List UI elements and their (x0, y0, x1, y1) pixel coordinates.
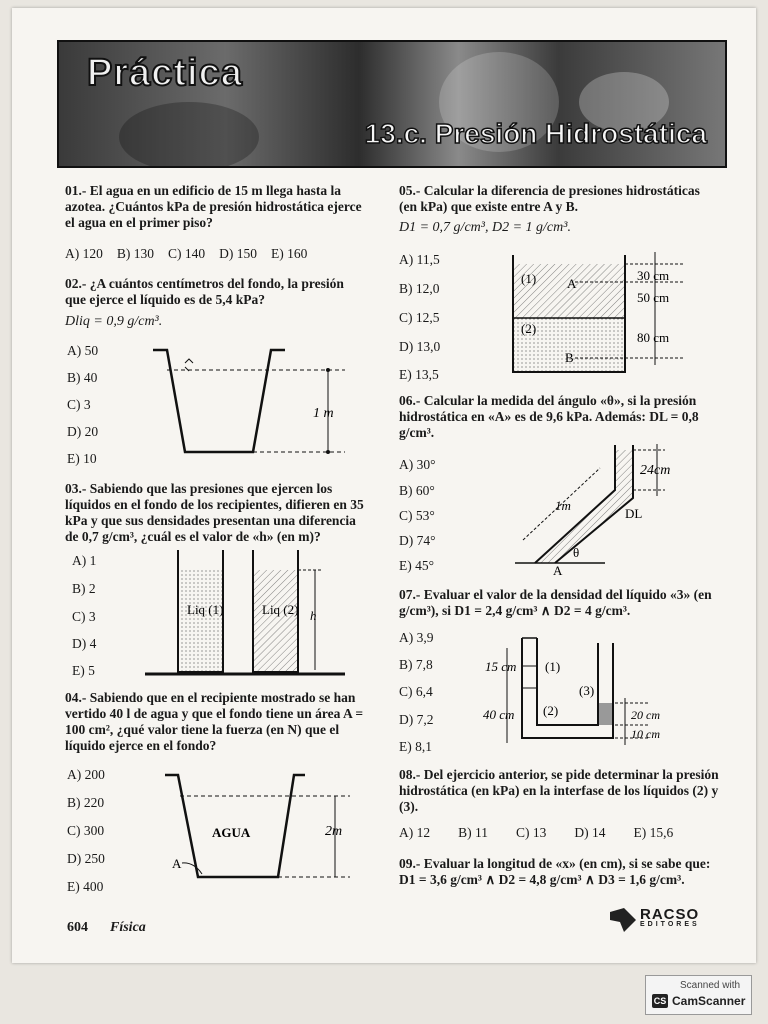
option-c: C) 13 (516, 825, 547, 840)
scanner-line2: CamScanner (672, 994, 746, 1008)
fig-06-theta: θ (573, 545, 580, 560)
option-c: C) 6,4 (399, 684, 433, 699)
option-e: E) 8,1 (399, 739, 432, 754)
options-08 (399, 825, 673, 841)
option-c: C) 3 (67, 397, 91, 412)
option-c: C) 12,5 (399, 310, 440, 325)
camscanner-icon: CS (653, 996, 667, 1006)
question-07: 07.- Evaluar el valor de la densidad del líquido «3» (en g/cm³), si D1 = 2,4 g/cm³ ∧ D2 = 4 g/cm³. (399, 587, 712, 618)
fig-04-height: 2m (325, 824, 343, 839)
fig-06-24cm: 24cm (640, 463, 671, 478)
fig-07-15cm: 15 cm (485, 659, 517, 674)
option-a: A) 11,5 (399, 252, 440, 267)
option-c: C) 53° (399, 508, 435, 523)
option-d: D) 13,0 (399, 339, 441, 354)
fig-06-1m: 1m (555, 498, 571, 513)
option-b: B) 7,8 (399, 657, 433, 672)
option-c: C) 3 (72, 609, 96, 624)
option-d: D) 4 (72, 636, 97, 651)
question-05: 05.- Calcular la diferencia de presiones hidrostáticas (en kPa) que existe entre A y B. (399, 183, 700, 214)
book-title: Física (110, 920, 146, 935)
option-e: E) 5 (72, 663, 95, 678)
fig-06-dl: DL (625, 506, 643, 521)
figure-04-container (160, 770, 360, 885)
option-b: B) 40 (67, 370, 98, 385)
fig-03-liq2: Liq (2) (262, 602, 299, 617)
fig-05-b: B (565, 350, 574, 365)
option-a: A) 50 (67, 343, 99, 358)
figure-07-container (475, 633, 695, 753)
fig-07-40cm: 40 cm (483, 707, 515, 722)
fig-05-liq1: (1) (521, 271, 537, 286)
option-a: A) 30° (399, 457, 436, 472)
camscanner-watermark (645, 975, 752, 1015)
fig-03-h: h (310, 608, 317, 623)
option-d: D) 7,2 (399, 712, 434, 727)
option-a: A) 3,9 (399, 630, 434, 645)
option-b: B) 130 (116, 246, 154, 261)
option-a: A) 200 (67, 767, 105, 782)
option-d: D) 150 (219, 246, 257, 261)
fig-07-20cm: 20 cm (631, 708, 660, 722)
racso-icon (610, 908, 636, 932)
brand-sub: EDITORES (640, 921, 700, 928)
figure-06-container (515, 440, 695, 575)
option-e: E) 45° (399, 558, 435, 573)
question-02: 02.- ¿A cuántos centímetros del fondo, la presión que ejerce el líquido es de 5,4 kPa? (65, 276, 344, 307)
fig-05-liq2: (2) (521, 321, 537, 336)
option-b: B) 11 (458, 825, 488, 840)
option-d: D) 14 (574, 825, 606, 840)
options-01 (65, 246, 307, 262)
option-e: E) 160 (271, 246, 308, 261)
question-01: 01.- El agua en un edificio de 15 m llega hasta la azotea. ¿Cuántos kPa de presión hidrostática ejerce el agua en el primer piso? (65, 183, 362, 230)
option-e: E) 15,6 (633, 825, 674, 840)
banner-title: Práctica (87, 52, 243, 94)
question-09: 09.- Evaluar la longitud de «x» (en cm), si se sabe que: D1 = 3,6 g/cm³ ∧ D2 = 4,8 g/cm³ ∧ D3 = 1,6 g/cm³. (399, 856, 711, 887)
option-d: D) 74° (399, 533, 436, 548)
option-a: A) 120 (65, 246, 103, 261)
brand-name: RACSO (640, 906, 700, 923)
fig-05-30cm: 30 cm (637, 268, 670, 283)
data-05: D1 = 0,7 g/cm³, D2 = 1 g/cm³. (399, 220, 571, 235)
option-a: A) 12 (399, 825, 431, 840)
option-e: E) 400 (67, 879, 104, 894)
option-e: E) 13,5 (399, 367, 439, 382)
fig-05-80cm: 80 cm (637, 330, 670, 345)
header-banner (57, 40, 727, 168)
fig-07-liq2: (2) (543, 703, 559, 718)
option-a: A) 1 (72, 553, 97, 568)
question-03: 03.- Sabiendo que las presiones que ejercen los líquidos en el fondo de los recipientes, difieren en 35 kPa y que sus densidades presentan una diferencia de 0,7 g/cm³, ¿cuál es el valor de «h» (en m)? (65, 481, 364, 544)
option-e: E) 10 (67, 451, 97, 466)
question-06: 06.- Calcular la medida del ángulo «θ», si la presión hidrostática en «A» es de 9,6 kPa. Además: DL = 0,8 g/cm³. (399, 393, 699, 440)
option-b: B) 12,0 (399, 281, 440, 296)
question-04: 04.- Sabiendo que en el recipiente mostrado se han vertido 40 l de agua y que el fondo tiene un área A = 100 cm², ¿qué valor tiene la fuerza (en N) que el líquido ejerce en el fondo? (65, 690, 364, 753)
fig-07-liq1: (1) (545, 659, 561, 674)
option-b: B) 220 (67, 795, 105, 810)
option-b: B) 2 (72, 581, 96, 596)
fig-07-10cm: 10 cm (631, 727, 660, 741)
option-b: B) 60° (399, 483, 435, 498)
fig-07-liq3: (3) (579, 683, 595, 698)
scanner-line1: Scanned with (680, 980, 741, 991)
data-02: Dliq = 0,9 g/cm³. (65, 314, 163, 329)
fig-05-50cm: 50 cm (637, 290, 670, 305)
option-d: D) 250 (67, 851, 105, 866)
option-d: D) 20 (67, 424, 99, 439)
fig-04-water: AGUA (212, 825, 251, 840)
fig-04-a: A (172, 856, 182, 871)
figure-03-container (145, 550, 355, 680)
question-08: 08.- Del ejercicio anterior, se pide determinar la presión hidrostática (en kPa) en la interfase de los líquidos (2) y (3). (399, 767, 719, 814)
option-c: C) 300 (67, 823, 105, 838)
fig-02-height: 1 m (313, 406, 334, 421)
page-number: 604 (67, 920, 88, 935)
figure-02-container (145, 345, 365, 460)
fig-06-a: A (553, 563, 563, 575)
banner-subtitle: 13.c. Presión Hidrostática (364, 118, 707, 149)
figure-05-container (505, 250, 695, 376)
fig-05-a: A (567, 276, 577, 291)
option-c: C) 140 (168, 246, 206, 261)
fig-03-liq1: Liq (1) (187, 602, 224, 617)
